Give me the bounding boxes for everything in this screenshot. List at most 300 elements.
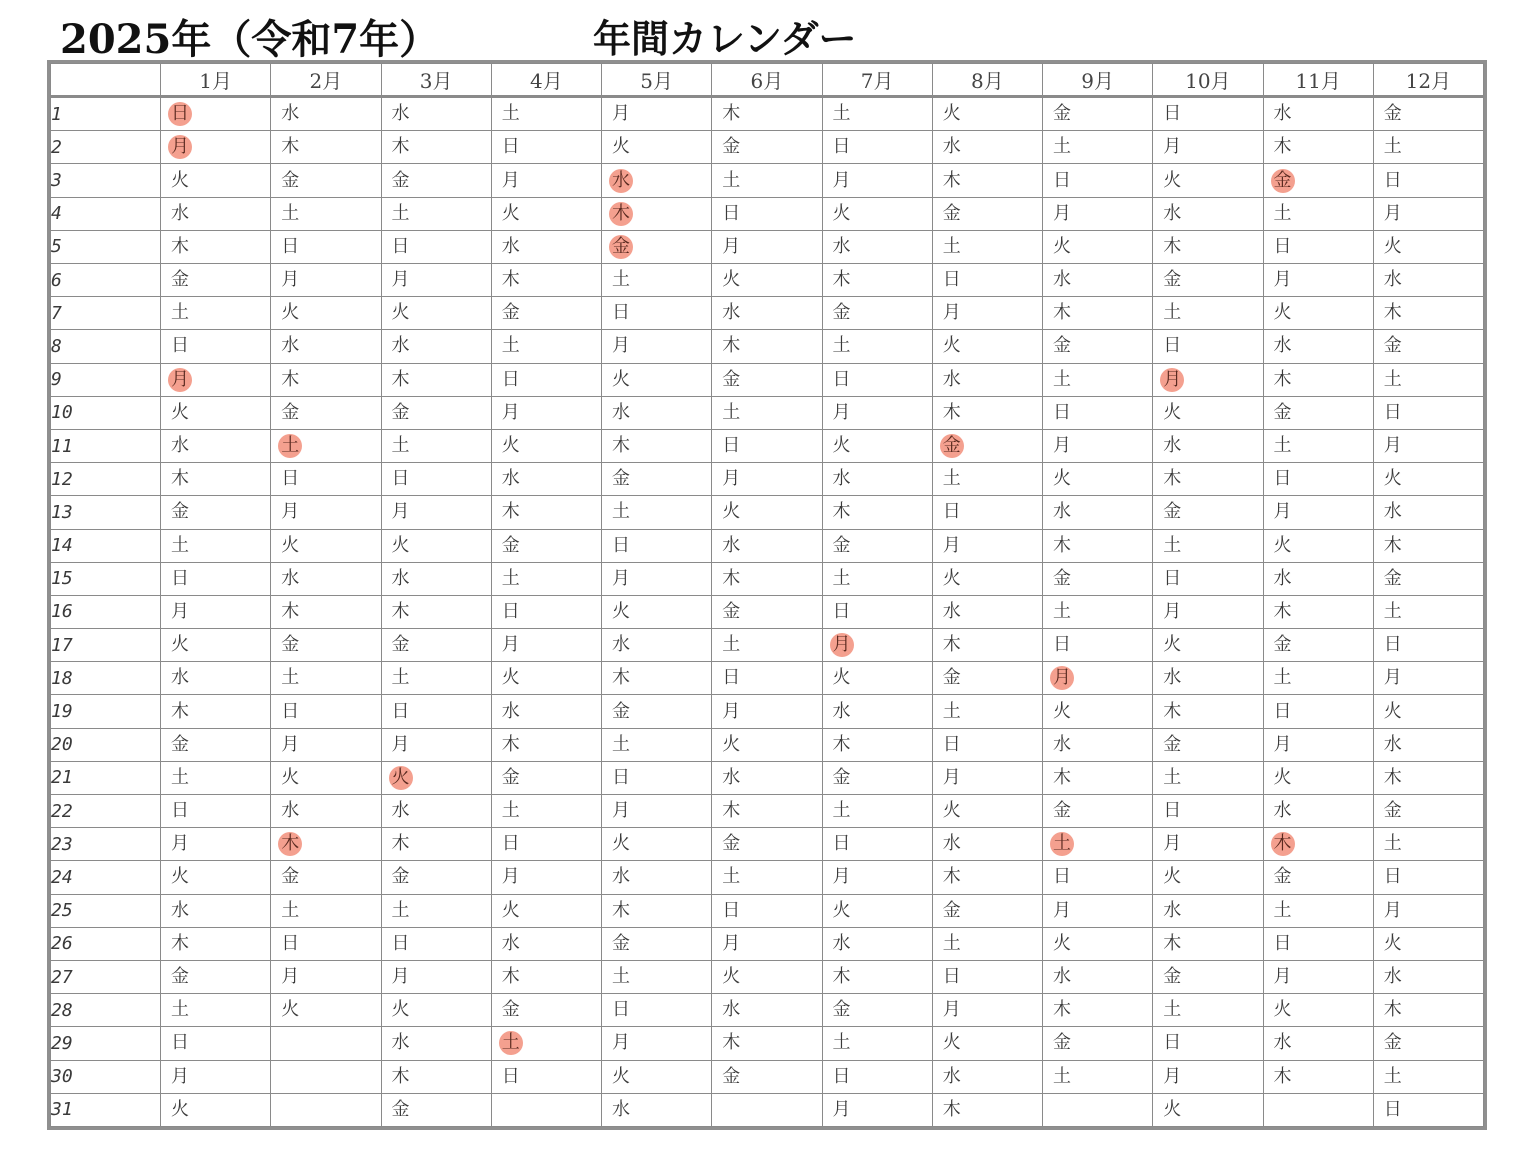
weekday-label: 火 <box>612 1065 630 1087</box>
weekday-label: 火 <box>832 899 851 921</box>
weekday-cell <box>381 562 491 595</box>
weekday-label: 木 <box>391 600 410 622</box>
weekday-cell <box>1153 97 1263 131</box>
weekday-cell <box>1263 264 1373 297</box>
weekday-cell <box>381 264 491 297</box>
weekday-cell <box>1263 728 1373 761</box>
weekday-label: 木 <box>171 700 189 722</box>
weekday-cell <box>491 330 601 363</box>
weekday-cell <box>932 894 1042 927</box>
weekday-label: 月 <box>391 966 410 988</box>
weekday-cell <box>932 927 1042 960</box>
weekday-cell <box>1153 994 1263 1027</box>
weekday-label: 木 <box>1163 235 1182 257</box>
weekday-cell <box>161 230 271 263</box>
holiday-cell <box>1263 164 1373 197</box>
weekday-label: 木 <box>942 866 961 888</box>
weekday-cell <box>932 529 1042 562</box>
day-row <box>51 562 1484 595</box>
weekday-cell <box>1043 131 1153 164</box>
weekday-label: 火 <box>1053 932 1071 954</box>
weekday-cell <box>1153 562 1263 595</box>
weekday-cell <box>491 496 601 529</box>
weekday-label: 木 <box>501 733 520 755</box>
weekday-cell <box>491 1060 601 1093</box>
day-number: 21 <box>51 761 161 794</box>
weekday-cell <box>1153 1060 1263 1093</box>
weekday-cell <box>1373 828 1483 861</box>
weekday-cell <box>822 562 932 595</box>
weekday-cell <box>491 960 601 993</box>
weekday-label: 金 <box>501 766 520 788</box>
weekday-cell <box>161 761 271 794</box>
weekday-label: 木 <box>609 202 633 226</box>
weekday-label: 月 <box>832 169 851 191</box>
weekday-cell <box>712 960 822 993</box>
weekday-label: 土 <box>1273 899 1292 921</box>
weekday-cell <box>602 264 712 297</box>
weekday-label: 土 <box>722 866 741 888</box>
weekday-cell <box>381 695 491 728</box>
weekday-cell <box>1373 994 1483 1027</box>
weekday-label: 月 <box>612 567 630 589</box>
empty-cell <box>271 1060 381 1093</box>
weekday-label: 月 <box>612 335 630 357</box>
weekday-label: 木 <box>832 733 851 755</box>
weekday-label: 金 <box>722 600 741 622</box>
weekday-label: 日 <box>501 1065 520 1087</box>
weekday-cell <box>1263 894 1373 927</box>
weekday-cell <box>932 463 1042 496</box>
weekday-cell <box>822 330 932 363</box>
weekday-label: 金 <box>1383 335 1402 357</box>
weekday-label: 金 <box>391 866 410 888</box>
weekday-label: 月 <box>832 401 851 423</box>
weekday-label: 金 <box>1273 634 1292 656</box>
weekday-cell <box>161 728 271 761</box>
weekday-cell <box>381 662 491 695</box>
weekday-label: 月 <box>171 833 189 855</box>
year-title: 2025年（令和7年） <box>60 16 440 63</box>
weekday-cell <box>1263 861 1373 894</box>
weekday-label: 月 <box>168 368 192 392</box>
day-number: 13 <box>51 496 161 529</box>
weekday-cell <box>932 97 1042 131</box>
weekday-label: 日 <box>1383 1098 1402 1120</box>
day-number: 30 <box>51 1060 161 1093</box>
weekday-label: 日 <box>612 999 630 1021</box>
day-row <box>51 960 1484 993</box>
weekday-cell <box>1373 562 1483 595</box>
weekday-cell <box>822 1060 932 1093</box>
weekday-label: 金 <box>722 1065 741 1087</box>
weekday-label: 木 <box>1053 766 1071 788</box>
weekday-label: 木 <box>171 932 189 954</box>
weekday-label: 木 <box>1163 468 1182 490</box>
weekday-cell <box>491 529 601 562</box>
holiday-cell <box>1043 828 1153 861</box>
weekday-cell <box>1153 894 1263 927</box>
day-row <box>51 429 1484 462</box>
weekday-cell <box>822 960 932 993</box>
weekday-cell <box>932 662 1042 695</box>
weekday-label: 火 <box>501 202 520 224</box>
weekday-cell <box>1043 297 1153 330</box>
weekday-cell <box>712 297 822 330</box>
weekday-label: 金 <box>612 932 630 954</box>
weekday-label: 木 <box>1383 534 1402 556</box>
weekday-label: 土 <box>612 733 630 755</box>
weekday-label: 金 <box>1163 733 1182 755</box>
weekday-label: 水 <box>171 435 189 457</box>
weekday-label: 水 <box>1163 899 1182 921</box>
weekday-cell <box>712 927 822 960</box>
holiday-cell <box>271 828 381 861</box>
weekday-label: 金 <box>1163 269 1182 291</box>
weekday-cell <box>1263 662 1373 695</box>
weekday-label: 水 <box>832 700 851 722</box>
day-row <box>51 264 1484 297</box>
weekday-cell <box>271 230 381 263</box>
weekday-cell <box>932 131 1042 164</box>
weekday-cell <box>1153 529 1263 562</box>
weekday-cell <box>381 1027 491 1060</box>
weekday-label: 土 <box>832 567 851 589</box>
weekday-cell <box>491 264 601 297</box>
weekday-cell <box>271 662 381 695</box>
weekday-label: 日 <box>832 833 851 855</box>
weekday-cell <box>271 595 381 628</box>
weekday-label: 月 <box>501 169 520 191</box>
weekday-cell <box>381 496 491 529</box>
weekday-label: 日 <box>1273 235 1292 257</box>
weekday-label: 日 <box>1053 169 1071 191</box>
weekday-label: 水 <box>501 932 520 954</box>
weekday-cell <box>271 994 381 1027</box>
weekday-cell <box>932 795 1042 828</box>
empty-cell <box>1263 1093 1373 1126</box>
weekday-label: 土 <box>1053 136 1071 158</box>
weekday-cell <box>602 297 712 330</box>
weekday-cell <box>381 363 491 396</box>
weekday-label: 水 <box>942 833 961 855</box>
weekday-cell <box>1373 761 1483 794</box>
weekday-cell <box>712 131 822 164</box>
weekday-label: 日 <box>832 600 851 622</box>
weekday-label: 木 <box>171 235 189 257</box>
weekday-cell <box>1263 529 1373 562</box>
weekday-label: 火 <box>612 368 630 390</box>
weekday-label: 月 <box>501 401 520 423</box>
weekday-cell <box>491 197 601 230</box>
weekday-label: 水 <box>722 302 741 324</box>
weekday-label: 金 <box>832 766 851 788</box>
annual-calendar-grid <box>47 60 1487 1130</box>
weekday-cell <box>271 264 381 297</box>
weekday-label: 火 <box>501 899 520 921</box>
weekday-cell <box>1263 297 1373 330</box>
weekday-cell <box>1263 761 1373 794</box>
weekday-cell <box>822 429 932 462</box>
weekday-cell <box>1043 761 1153 794</box>
weekday-cell <box>1263 496 1373 529</box>
weekday-label: 火 <box>281 999 300 1021</box>
weekday-label: 月 <box>612 1032 630 1054</box>
weekday-label: 火 <box>1383 932 1402 954</box>
weekday-cell <box>381 927 491 960</box>
weekday-cell <box>1043 429 1153 462</box>
weekday-cell <box>1153 197 1263 230</box>
weekday-cell <box>1153 164 1263 197</box>
weekday-cell <box>1373 861 1483 894</box>
weekday-label: 金 <box>722 833 741 855</box>
weekday-label: 水 <box>1383 733 1402 755</box>
day-number: 4 <box>51 197 161 230</box>
weekday-label: 月 <box>830 633 854 657</box>
weekday-label: 日 <box>1163 1032 1182 1054</box>
weekday-label: 土 <box>1053 600 1071 622</box>
weekday-cell <box>602 363 712 396</box>
weekday-cell <box>491 927 601 960</box>
weekday-label: 水 <box>1163 435 1182 457</box>
weekday-label: 金 <box>1273 401 1292 423</box>
weekday-cell <box>712 529 822 562</box>
weekday-label: 火 <box>1273 766 1292 788</box>
weekday-label: 火 <box>1163 634 1182 656</box>
weekday-label: 火 <box>1053 468 1071 490</box>
weekday-label: 日 <box>501 833 520 855</box>
day-row <box>51 164 1484 197</box>
holiday-cell <box>602 197 712 230</box>
weekday-cell <box>822 1093 932 1126</box>
weekday-label: 火 <box>171 401 189 423</box>
weekday-label: 木 <box>1273 600 1292 622</box>
weekday-label: 月 <box>391 733 410 755</box>
weekday-label: 木 <box>612 899 630 921</box>
weekday-label: 月 <box>281 966 300 988</box>
day-number: 19 <box>51 695 161 728</box>
weekday-label: 月 <box>1163 136 1182 158</box>
weekday-cell <box>271 927 381 960</box>
weekday-label: 日 <box>281 468 300 490</box>
weekday-label: 水 <box>1273 1032 1292 1054</box>
weekday-cell <box>822 396 932 429</box>
weekday-cell <box>1263 695 1373 728</box>
weekday-cell <box>602 828 712 861</box>
weekday-label: 木 <box>1383 766 1402 788</box>
weekday-label: 日 <box>1163 335 1182 357</box>
weekday-label: 日 <box>612 302 630 324</box>
weekday-label: 火 <box>612 600 630 622</box>
weekday-cell <box>491 629 601 662</box>
weekday-label: 木 <box>1273 1065 1292 1087</box>
day-row <box>51 994 1484 1027</box>
weekday-cell <box>161 529 271 562</box>
weekday-label: 日 <box>722 435 741 457</box>
weekday-label: 水 <box>722 999 741 1021</box>
day-number: 25 <box>51 894 161 927</box>
weekday-cell <box>602 396 712 429</box>
weekday-label: 月 <box>722 235 741 257</box>
weekday-cell <box>491 396 601 429</box>
weekday-label: 月 <box>1383 202 1402 224</box>
weekday-label: 金 <box>501 999 520 1021</box>
weekday-cell <box>381 164 491 197</box>
weekday-cell <box>822 230 932 263</box>
weekday-label: 土 <box>1163 766 1182 788</box>
weekday-cell <box>161 927 271 960</box>
weekday-cell <box>712 761 822 794</box>
weekday-cell <box>822 363 932 396</box>
weekday-label: 木 <box>391 368 410 390</box>
weekday-label: 日 <box>722 899 741 921</box>
day-row <box>51 1093 1484 1126</box>
weekday-cell <box>822 131 932 164</box>
weekday-label: 火 <box>171 866 189 888</box>
weekday-cell <box>822 695 932 728</box>
weekday-cell <box>602 927 712 960</box>
weekday-label: 土 <box>722 634 741 656</box>
day-row <box>51 463 1484 496</box>
weekday-label: 金 <box>391 401 410 423</box>
weekday-label: 月 <box>1273 269 1292 291</box>
weekday-cell <box>712 197 822 230</box>
weekday-label: 火 <box>1163 866 1182 888</box>
weekday-cell <box>822 264 932 297</box>
weekday-cell <box>1373 1093 1483 1126</box>
weekday-label: 土 <box>612 501 630 523</box>
holiday-cell <box>271 429 381 462</box>
weekday-cell <box>1263 927 1373 960</box>
weekday-cell <box>381 463 491 496</box>
weekday-label: 木 <box>391 1065 410 1087</box>
weekday-cell <box>271 960 381 993</box>
weekday-label: 水 <box>391 335 410 357</box>
empty-cell <box>271 1027 381 1060</box>
weekday-cell <box>381 994 491 1027</box>
weekday-label: 木 <box>1273 368 1292 390</box>
weekday-label: 金 <box>1273 866 1292 888</box>
weekday-cell <box>1373 131 1483 164</box>
weekday-label: 月 <box>832 1098 851 1120</box>
weekday-cell <box>932 695 1042 728</box>
weekday-cell <box>1263 396 1373 429</box>
weekday-cell <box>1153 595 1263 628</box>
weekday-label: 火 <box>942 800 961 822</box>
weekday-label: 土 <box>1163 302 1182 324</box>
weekday-label: 木 <box>1163 932 1182 954</box>
weekday-cell <box>1373 1027 1483 1060</box>
weekday-cell <box>271 529 381 562</box>
weekday-cell <box>1263 1027 1373 1060</box>
weekday-label: 水 <box>1273 103 1292 125</box>
corner-cell <box>51 64 161 97</box>
weekday-cell <box>1373 728 1483 761</box>
weekday-label: 日 <box>501 136 520 158</box>
weekday-label: 火 <box>391 999 410 1021</box>
weekday-cell <box>271 363 381 396</box>
weekday-cell <box>1373 960 1483 993</box>
weekday-label: 月 <box>1273 966 1292 988</box>
weekday-label: 日 <box>391 932 410 954</box>
day-row <box>51 861 1484 894</box>
day-number: 27 <box>51 960 161 993</box>
weekday-label: 火 <box>1273 999 1292 1021</box>
weekday-cell <box>712 595 822 628</box>
weekday-label: 土 <box>1383 1065 1402 1087</box>
empty-cell <box>1043 1093 1153 1126</box>
weekday-label: 日 <box>501 368 520 390</box>
weekday-label: 木 <box>1383 999 1402 1021</box>
weekday-label: 土 <box>1163 999 1182 1021</box>
weekday-label: 土 <box>501 800 520 822</box>
weekday-cell <box>932 761 1042 794</box>
weekday-cell <box>491 164 601 197</box>
day-row <box>51 1027 1484 1060</box>
weekday-cell <box>381 230 491 263</box>
weekday-label: 木 <box>281 136 300 158</box>
weekday-cell <box>161 396 271 429</box>
weekday-label: 金 <box>1383 103 1402 125</box>
holiday-cell <box>602 164 712 197</box>
weekday-label: 水 <box>722 534 741 556</box>
weekday-cell <box>381 795 491 828</box>
weekday-label: 月 <box>722 468 741 490</box>
weekday-cell <box>1153 496 1263 529</box>
day-number: 24 <box>51 861 161 894</box>
weekday-label: 水 <box>1163 667 1182 689</box>
weekday-label: 水 <box>391 1032 410 1054</box>
weekday-label: 水 <box>832 932 851 954</box>
weekday-cell <box>602 1093 712 1126</box>
weekday-label: 火 <box>612 833 630 855</box>
weekday-label: 木 <box>1163 700 1182 722</box>
weekday-cell <box>381 894 491 927</box>
weekday-cell <box>1373 396 1483 429</box>
weekday-cell <box>822 1027 932 1060</box>
weekday-cell <box>712 264 822 297</box>
weekday-cell <box>491 861 601 894</box>
weekday-label: 水 <box>501 235 520 257</box>
weekday-cell <box>822 927 932 960</box>
weekday-label: 日 <box>1163 800 1182 822</box>
weekday-label: 火 <box>1273 534 1292 556</box>
weekday-label: 金 <box>942 202 961 224</box>
weekday-cell <box>712 1027 822 1060</box>
weekday-cell <box>932 1060 1042 1093</box>
day-number: 5 <box>51 230 161 263</box>
weekday-label: 木 <box>171 468 189 490</box>
month-header-12: 12月 <box>1373 64 1483 97</box>
weekday-cell <box>1153 230 1263 263</box>
weekday-cell <box>602 695 712 728</box>
weekday-label: 木 <box>832 501 851 523</box>
weekday-label: 木 <box>722 800 741 822</box>
weekday-cell <box>161 1093 271 1126</box>
weekday-cell <box>712 363 822 396</box>
weekday-cell <box>822 197 932 230</box>
weekday-label: 金 <box>1053 567 1071 589</box>
weekday-cell <box>1043 97 1153 131</box>
weekday-label: 土 <box>1383 368 1402 390</box>
weekday-label: 火 <box>171 1098 189 1120</box>
weekday-label: 火 <box>832 202 851 224</box>
month-header-10: 10月 <box>1153 64 1263 97</box>
weekday-label: 木 <box>1053 999 1071 1021</box>
day-number: 31 <box>51 1093 161 1126</box>
weekday-cell <box>712 396 822 429</box>
weekday-cell <box>491 761 601 794</box>
